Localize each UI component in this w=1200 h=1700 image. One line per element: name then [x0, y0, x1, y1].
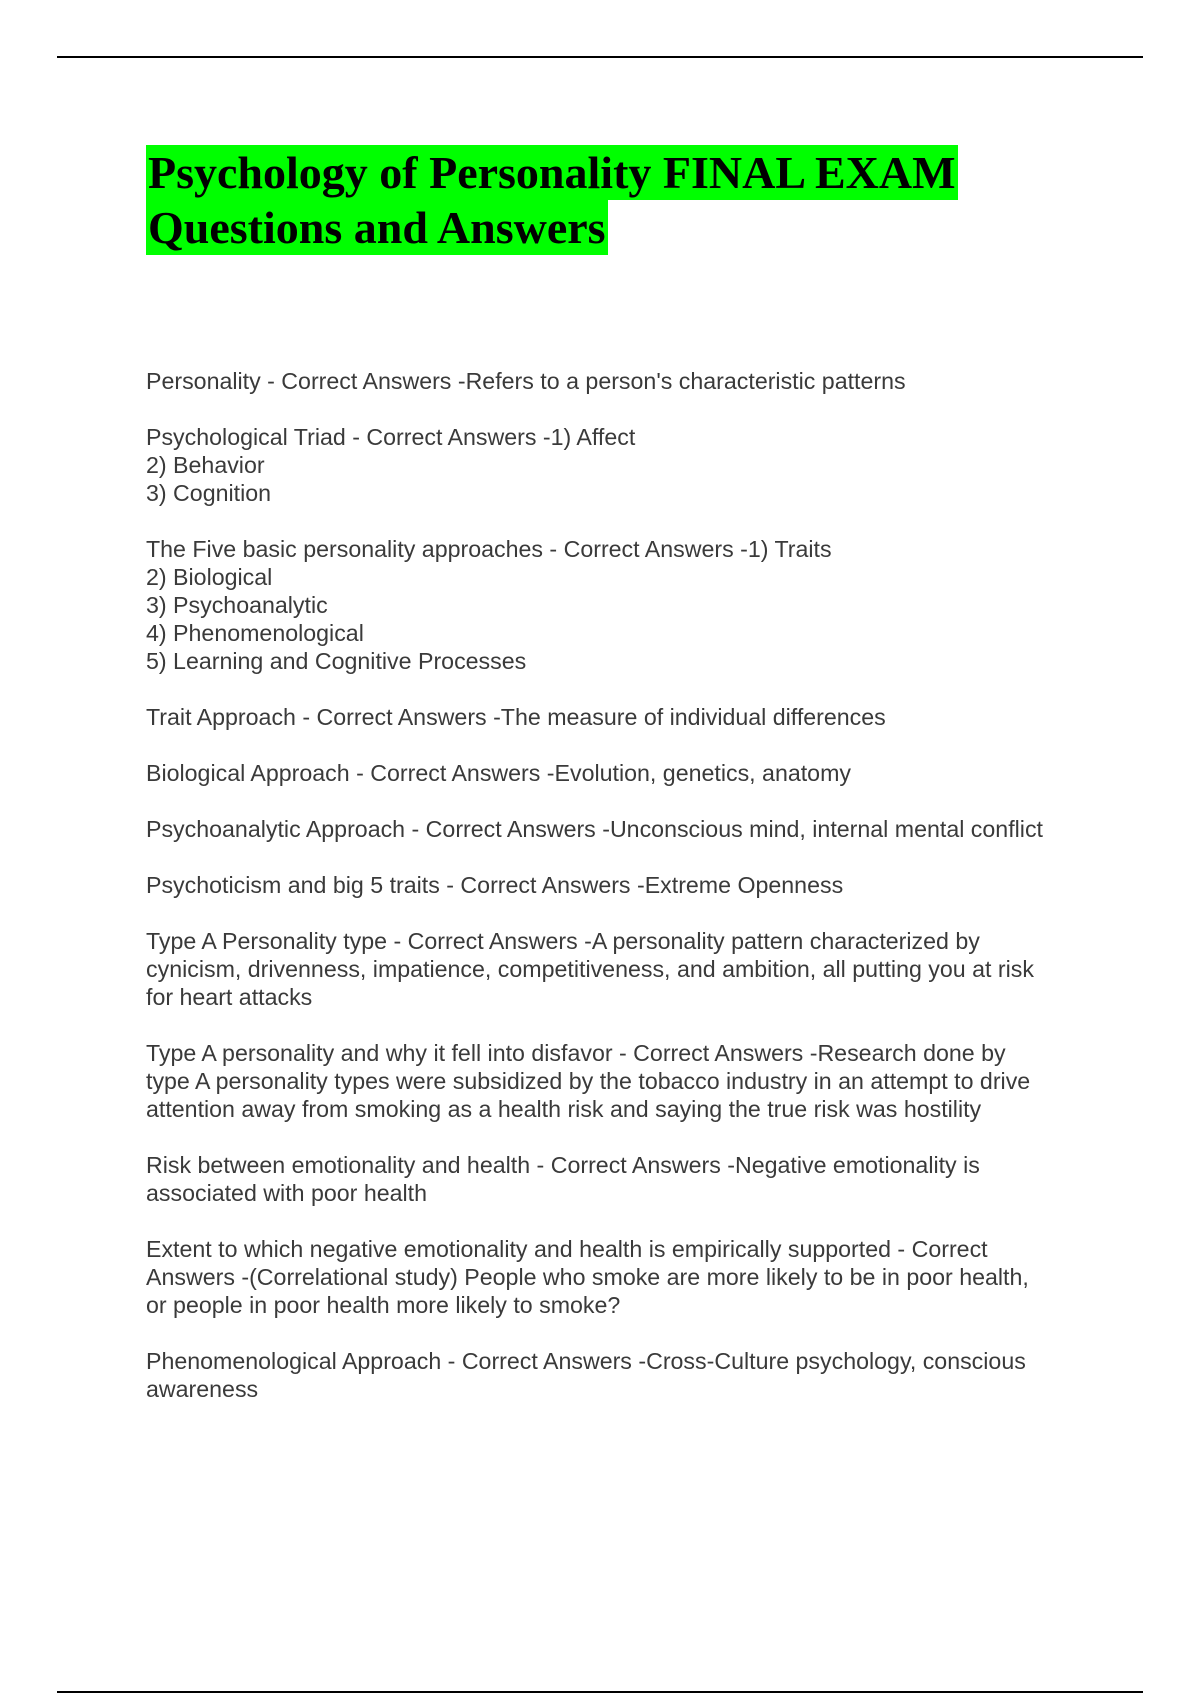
qa-item [146, 1039, 1091, 1123]
top-rule [57, 56, 1143, 58]
qa-item [146, 703, 1091, 731]
qa-item [146, 423, 1091, 507]
qa-line: Personality - Correct Answers -Refers to a person's characteristic patterns [146, 368, 906, 394]
qa-line: Trait Approach - Correct Answers -The measure of individual differences [146, 704, 886, 730]
qa-line: attention away from smoking as a health risk and saying the true risk was hostility [146, 1096, 982, 1122]
qa-line: or people in poor health more likely to smoke? [146, 1292, 621, 1318]
bottom-rule [57, 1691, 1143, 1693]
qa-line: The Five basic personality approaches - Correct Answers -1) Traits [146, 536, 832, 562]
qa-line: 2) Biological [146, 564, 273, 590]
qa-item [146, 367, 1091, 395]
qa-item [146, 1151, 1091, 1207]
qa-line: Psychological Triad - Correct Answers -1) Affect [146, 424, 636, 450]
qa-line: 3) Psychoanalytic [146, 592, 328, 618]
qa-line: Type A Personality type - Correct Answers -A personality pattern characterized by [146, 928, 980, 954]
qa-line: cynicism, drivenness, impatience, competitiveness, and ambition, all putting you at risk [146, 956, 1034, 982]
qa-line: 3) Cognition [146, 480, 272, 506]
qa-line: awareness [146, 1376, 259, 1402]
qa-item [146, 1347, 1091, 1403]
qa-line: Answers -(Correlational study) People who smoke are more likely to be in poor health, [146, 1264, 1029, 1290]
qa-line: 4) Phenomenological [146, 620, 364, 646]
qa-line: type A personality types were subsidized by the tobacco industry in an attempt to drive [146, 1068, 1031, 1094]
qa-line: for heart attacks [146, 984, 313, 1010]
qa-line: 5) Learning and Cognitive Processes [146, 648, 527, 674]
qa-line: Psychoanalytic Approach - Correct Answers -Unconscious mind, internal mental conflict [146, 816, 1043, 842]
qa-line: associated with poor health [146, 1180, 428, 1206]
page-title [146, 145, 1046, 255]
qa-item [146, 927, 1091, 1011]
title-line-1: Psychology of Personality FINAL EXAM [148, 147, 956, 198]
qa-line: Type A personality and why it fell into disfavor - Correct Answers -Research done by [146, 1040, 1006, 1066]
qa-item [146, 871, 1091, 899]
qa-line: 2) Behavior [146, 452, 265, 478]
qa-item [146, 759, 1091, 787]
qa-line: Risk between emotionality and health - Correct Answers -Negative emotionality is [146, 1152, 980, 1178]
qa-line: Biological Approach - Correct Answers -Evolution, genetics, anatomy [146, 760, 851, 786]
qa-list [146, 367, 1091, 1431]
title-line-2: Questions and Answers [148, 202, 606, 253]
qa-item [146, 535, 1091, 675]
qa-line: Phenomenological Approach - Correct Answers -Cross-Culture psychology, conscious [146, 1348, 1026, 1374]
qa-line: Extent to which negative emotionality and health is empirically supported - Correct [146, 1236, 988, 1262]
qa-item [146, 1235, 1091, 1319]
qa-item [146, 815, 1091, 843]
qa-line: Psychoticism and big 5 traits - Correct Answers -Extreme Openness [146, 872, 844, 898]
